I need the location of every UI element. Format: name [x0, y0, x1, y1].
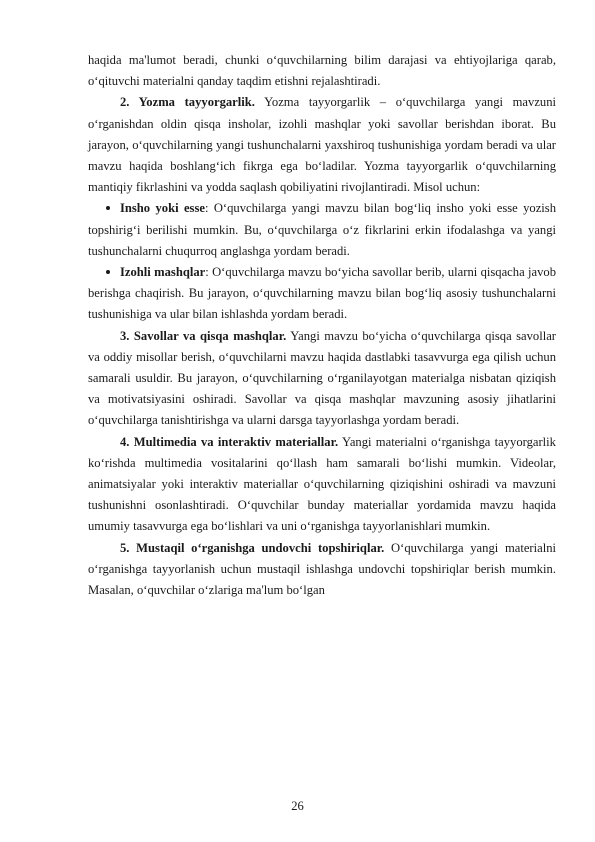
bullet-icon [106, 206, 110, 210]
section-written-preparation [88, 92, 556, 198]
section-text: Yangi materialni o‘rganishga tayyorgarlik ko‘rishda multimedia vositalarini qo‘llash ham samarali bo‘lishi mumkin. Videolar, animatsiyalar yoki interaktiv materiallar o‘quvchilarning qiziqishini oshiradi va mavzuni tushunishni osonlashtiradi. O‘quvchilar bunday materiallar yordamida mavzu haqida umumiy tasavvurga ega bo‘lishlari va uni o‘rganishga tayyorlanishlari mumkin. [88, 434, 556, 534]
section-heading: 5. Mustaqil o‘rganishga undovchi topshiriqlar. [120, 540, 385, 555]
section-text: O‘quvchilarga yangi materialni o‘rganishga tayyorlanish uchun mustaqil ishlashga undovchi topshiriqlar berish mumkin. Masalan, o‘quvchilar o‘zlariga ma'lum bo‘lgan [88, 540, 556, 598]
document-page [88, 50, 556, 601]
section-multimedia [88, 432, 556, 538]
bullet-item [88, 262, 556, 326]
bullet-item [88, 198, 556, 262]
bullet-term: Insho yoki esse [120, 201, 205, 216]
section-text: Yozma tayyorgarlik – o‘quvchilarga yangi mavzuni o‘rganishdan oldin qisqa insholar, izohli mashqlar yoki savollar berishdan iborat. Bu jarayon, o‘quvchilarning yangi tushunchalarni yaxshiroq tushunishiga yordam beradi va ular mavzu haqida boshlang‘ich fikrga ega bo‘ladilar. Yozma tayyorgarlik o‘quvchilarning mantiqiy fikrlashini va yodda saqlash qobiliyatini rivojlantiradi. Misol uchun: [88, 95, 557, 195]
section-heading: 3. Savollar va qisqa mashqlar. [120, 328, 287, 343]
section-heading: 2. Yozma tayyorgarlik. [120, 95, 255, 110]
section-independent-tasks [88, 538, 556, 602]
page-number: 26 [291, 799, 304, 813]
section-heading: 4. Multimedia va interaktiv materiallar. [120, 434, 339, 449]
bullet-text: : O‘quvchilarga mavzu bo‘yicha savollar berib, ularni qisqacha javob berishga chaqirish. Bu jarayon, o‘quvchilarning mavzu bilan bog‘liq asosiy tushunchalarni tushunishiga va ular bilan ishlashda yordam beradi. [88, 265, 556, 322]
section-text: Yangi mavzu bo‘yicha o‘quvchilarga qisqa savollar va oddiy misollar berish, o‘quvchilarni mavzu haqida dastlabki tasavvurga ega qilish uchun samarali usuldir. Bu jarayon, o‘quvchilarning o‘rganilayotgan materialga nisbatan qiziqish va motivatsiyasini oshiradi. Savollar va qisqa mashqlar mavzuning asosiy jihatlarini o‘quvchilarga tanishtirishga va ularni darsga tayyorlashga yordam beradi. [88, 328, 557, 428]
bullet-text: : O‘quvchilarga yangi mavzu bilan bog‘liq insho yoki esse yozish topshirig‘i berilishi mumkin. Bu, o‘quvchilarga o‘z fikrlarini erkin ifodalashga va yangi tushunchalarni chuqurroq anglashga yordam beradi. [88, 201, 557, 258]
bullet-term: Izohli mashqlar [120, 265, 206, 280]
section-questions [88, 326, 556, 432]
intro-paragraph: haqida ma'lumot beradi, chunki o‘quvchilarning bilim darajasi va ehtiyojlariga qarab, o‘qituvchi materialni qanday taqdim etishni rejalashtiradi. [88, 53, 556, 89]
bullet-icon [106, 270, 110, 274]
